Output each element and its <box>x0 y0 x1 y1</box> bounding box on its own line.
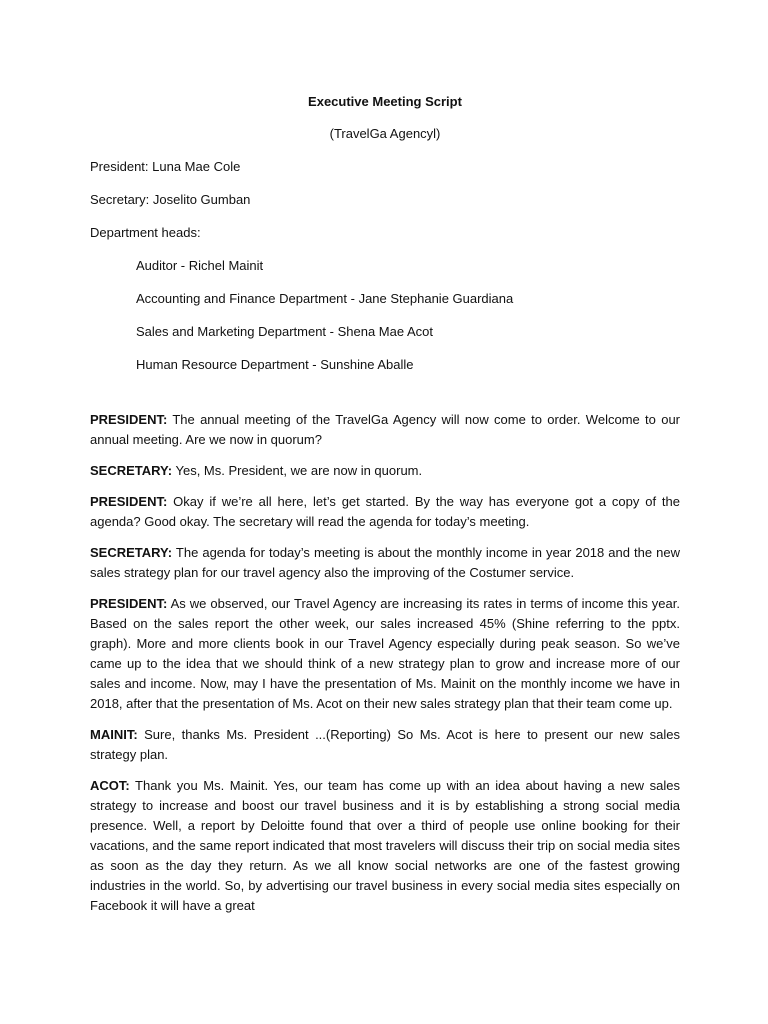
document-subtitle: (TravelGa Agencyl) <box>329 126 441 141</box>
dialogue-paragraph <box>90 461 680 481</box>
dialogue-text: Sure, thanks Ms. President ...(Reporting) So Ms. Acot is here to present our new sales strategy plan. <box>90 727 680 762</box>
department-head-item: Human Resource Department - Sunshine Aballe <box>136 357 414 372</box>
dialogue-text: The agenda for today’s meeting is about the monthly income in year 2018 and the new sales strategy plan for our travel agency also the improving of the Costumer service. <box>90 545 680 580</box>
dialogue-text: Okay if we’re all here, let’s get started. By the way has everyone got a copy of the agenda? Good okay. The secretary will read the agenda for today’s meeting. <box>90 494 680 529</box>
speaker-label: PRESIDENT: <box>90 412 168 427</box>
dialogue-text: Thank you Ms. Mainit. Yes, our team has come up with an idea about having a new sales strategy to increase and boost our travel business and it is by establishing a strong social media presence. Well, a report by Deloitte found that over a third of people use online booking for their vacations, and the same report indicated that most travelers will discuss their trip on social media sites as soon as the day they return. As we all know social networks are one of the fastest growing industries in the world. So, by advertising our travel business in every social media sites especially on Facebook it will have a great <box>90 778 680 913</box>
speaker-label: SECRETARY: <box>90 463 173 478</box>
speaker-label: MAINIT: <box>90 727 138 742</box>
dialogue-paragraph <box>90 410 680 450</box>
speaker-label: SECRETARY: <box>90 545 173 560</box>
department-head-item: Accounting and Finance Department - Jane Stephanie Guardiana <box>136 291 514 306</box>
speaker-label: PRESIDENT: <box>90 596 168 611</box>
dialogue-paragraph <box>90 594 680 714</box>
dialogue-text: As we observed, our Travel Agency are increasing its rates in terms of income this year. Based on the sales report the other week, our sales increased 45% (Shine referring to the pptx. graph). More and more clients book in our Travel Agency especially during peak season. So we’ve came up to the idea that we should think of a new strategy plan to grow and increase more of our sales and income. Now, may I have the presentation of Ms. Mainit on the monthly income we have in 2018, after that the presentation of Ms. Acot on their new sales strategy plan that their team come up. <box>90 596 680 711</box>
dialogue-paragraph <box>90 492 680 532</box>
speaker-label: ACOT: <box>90 778 130 793</box>
department-head-item: Sales and Marketing Department - Shena Mae Acot <box>136 324 433 339</box>
president-line: President: Luna Mae Cole <box>90 159 241 174</box>
dialogue-text: The annual meeting of the TravelGa Agency will now come to order. Welcome to our annual meeting. Are we now in quorum? <box>90 412 680 447</box>
department-head-item: Auditor - Richel Mainit <box>136 258 264 273</box>
secretary-line: Secretary: Joselito Gumban <box>90 192 251 207</box>
speaker-label: PRESIDENT: <box>90 494 168 509</box>
dialogue-paragraph <box>90 725 680 765</box>
dialogue-paragraph <box>90 543 680 583</box>
dialogue-paragraph <box>90 776 680 916</box>
department-heads-label: Department heads: <box>90 225 201 240</box>
document-title: Executive Meeting Script <box>308 94 462 109</box>
document-body <box>90 92 680 927</box>
dialogue-text: Yes, Ms. President, we are now in quorum. <box>172 463 423 478</box>
section-spacer <box>90 388 680 410</box>
